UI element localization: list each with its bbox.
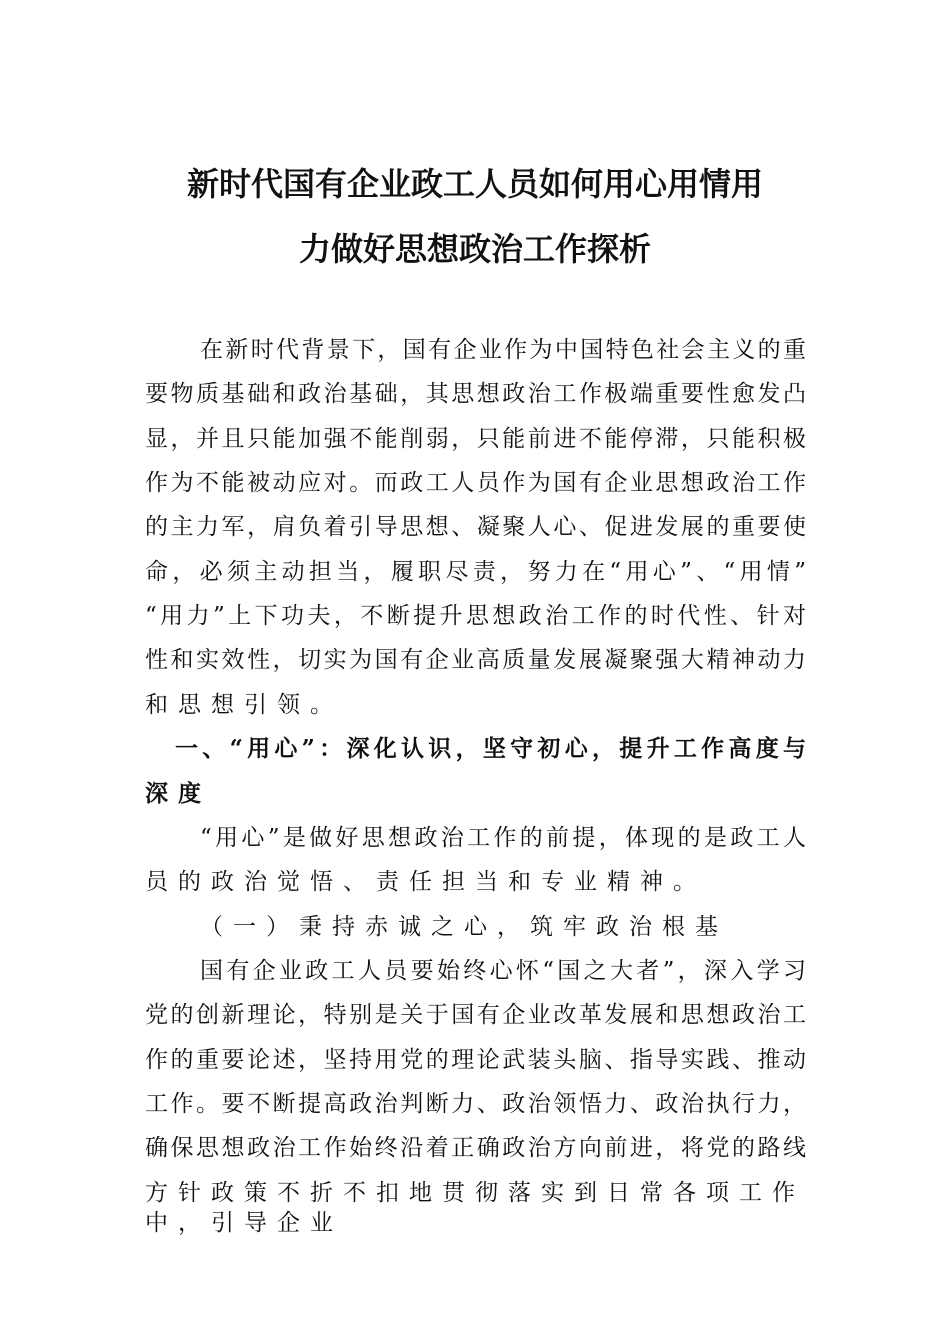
paragraph-line: 在新时代背景下，国有企业作为中国特色社会主义的重 (200, 337, 806, 363)
document-title-line-2: 力做好思想政治工作探析 (298, 230, 651, 268)
paragraph-line: 国有企业政工人员要始终心怀“国之大者”，深入学习 (200, 958, 806, 984)
paragraph-line: 确保思想政治工作始终沿着正确政治方向前进，将党的路线 (145, 1135, 806, 1161)
paragraph-line: 的主力军，肩负着引导思想、凝聚人心、促进发展的重要使 (145, 514, 806, 540)
paragraph-line: 方针政策不折不扣地贯彻落实到日常各项工作中，引导企业 (145, 1180, 805, 1236)
paragraph-line: 作的重要论述，坚持用党的理论武装头脑、指导实践、推动 (145, 1047, 806, 1073)
paragraph-line: 作为不能被动应对。而政工人员作为国有企业思想政治工作 (145, 470, 806, 496)
heading-line: 一、“用心”：深化认识，坚守初心，提升工作高度与 (175, 735, 806, 762)
paragraph-line: 要物质基础和政治基础，其思想政治工作极端重要性愈发凸 (145, 381, 806, 407)
heading-line: 深度 (145, 780, 211, 807)
paragraph-line: 性和实效性，切实为国有企业高质量发展凝聚强大精神动力 (145, 647, 806, 673)
paragraph-line: 显，并且只能加强不能削弱，只能前进不能停滞，只能积极 (145, 426, 806, 452)
paragraph-line: “用力”上下功夫，不断提升思想政治工作的时代性、针对 (145, 603, 806, 629)
document-title-line-1: 新时代国有企业政工人员如何用心用情用 (186, 165, 763, 203)
paragraph-line: 和思想引领。 (145, 692, 343, 718)
paragraph-line: 工作。要不断提高政治判断力、政治领悟力、政治执行力， (145, 1091, 806, 1117)
subheading-line: （一）秉持赤诚之心，筑牢政治根基 (200, 914, 728, 940)
paragraph-line: 员的政治觉悟、责任担当和专业精神。 (145, 869, 706, 895)
paragraph-line: 命，必须主动担当，履职尽责，努力在“用心”、“用情” (145, 559, 806, 585)
paragraph-line: “用心”是做好思想政治工作的前提，体现的是政工人 (200, 825, 806, 851)
paragraph-line: 党的创新理论，特别是关于国有企业改革发展和思想政治工 (145, 1002, 806, 1028)
